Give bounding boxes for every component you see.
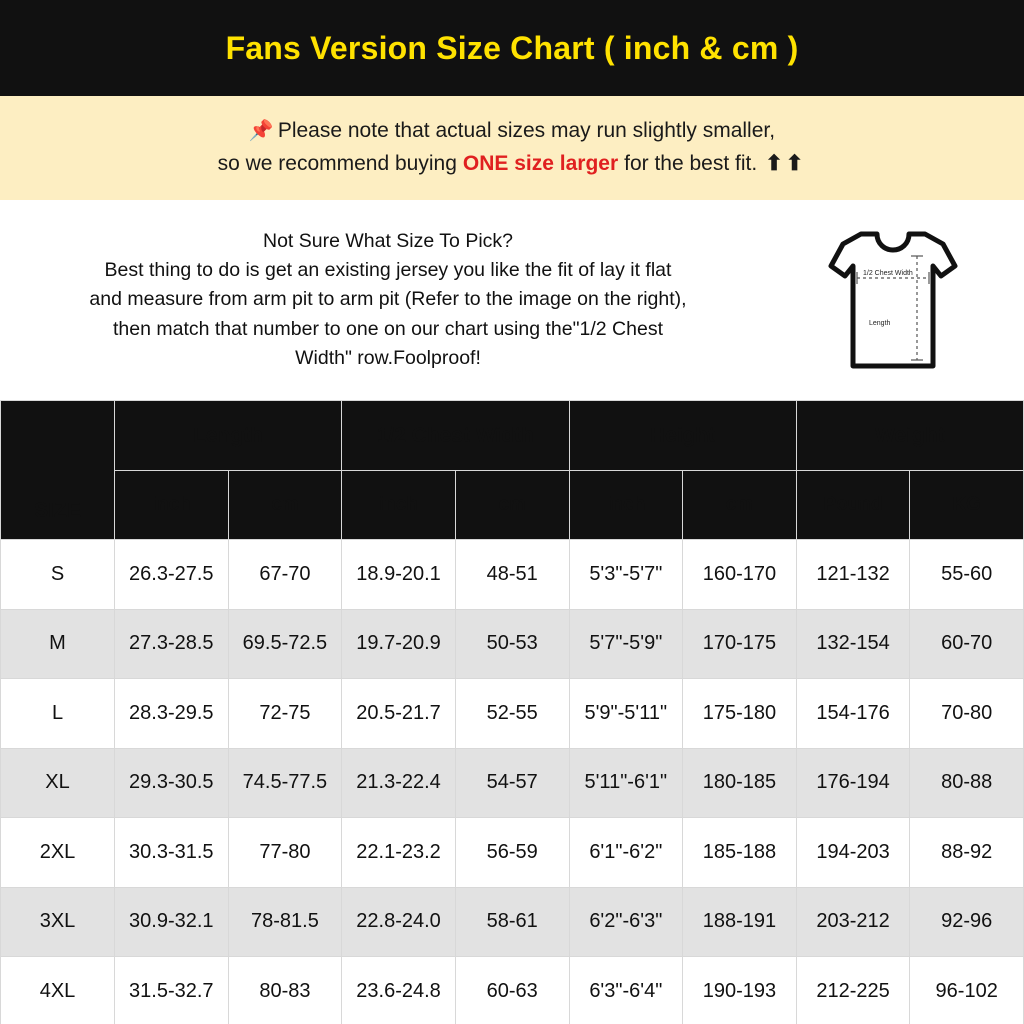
table-row [1,748,1024,818]
cell-chest-inch: 18.9-20.1 [342,540,456,610]
header-size: SIZE [1,401,115,540]
cell-chest-inch: 22.1-23.2 [342,818,456,888]
cell-length-inch: 27.3-28.5 [115,609,229,679]
cell-length-inch: 29.3-30.5 [115,748,229,818]
size-table [0,400,1024,1024]
cell-height-cm: 190-193 [683,957,797,1024]
cell-chest-inch: 21.3-22.4 [342,748,456,818]
header-group-weight: Weight [796,401,1023,471]
cell-height-cm: 185-188 [683,818,797,888]
cell-length-cm: 67-70 [228,540,342,610]
cell-length-inch: 30.9-32.1 [115,887,229,957]
cell-weight-kg: 60-70 [910,609,1024,679]
cell-length-inch: 28.3-29.5 [115,679,229,749]
cell-length-inch: 30.3-31.5 [115,818,229,888]
tshirt-icon [813,220,973,380]
info-line-1: Not Sure What Size To Pick? [263,229,513,252]
cell-height-inch: 5'11"-6'1" [569,748,683,818]
header-length-cm: cm [228,471,342,540]
cell-chest-inch: 23.6-24.8 [342,957,456,1024]
cell-weight-kg: 92-96 [910,887,1024,957]
info-text [8,227,778,373]
header-group-chest: 1/2 Chest Width [342,401,569,471]
info-line-5: Width" row.Foolproof! [295,346,481,369]
header-height-inch: inch [569,471,683,540]
cell-weight-kg: 88-92 [910,818,1024,888]
cell-size: 2XL [1,818,115,888]
cell-length-cm: 78-81.5 [228,887,342,957]
cell-height-inch: 6'2"-6'3" [569,887,683,957]
cell-chest-cm: 52-55 [455,679,569,749]
header-banner [0,0,1024,96]
cell-height-cm: 160-170 [683,540,797,610]
cell-size: L [1,679,115,749]
cell-chest-cm: 60-63 [455,957,569,1024]
note-text-1: Please note that actual sizes may run slightly smaller, [277,119,776,143]
header-group-height: Height [569,401,796,471]
cell-height-cm: 175-180 [683,679,797,749]
cell-weight-pound: 132-154 [796,609,910,679]
cell-size: 4XL [1,957,115,1024]
note-text-2-before: so we recommend buying [217,152,457,175]
header-chest-inch: inch [342,471,456,540]
info-line-2: Best thing to do is get an existing jersey you like the fit of lay it flat [104,259,672,282]
cell-weight-kg: 70-80 [910,679,1024,749]
info-line-3: and measure from arm pit to arm pit (Refer to the image on the right), [89,288,687,311]
table-body [1,540,1024,1024]
cell-weight-kg: 96-102 [910,957,1024,1024]
cell-length-cm: 77-80 [228,818,342,888]
pin-icon: 📌 [248,120,274,143]
cell-weight-pound: 154-176 [796,679,910,749]
cell-height-cm: 188-191 [683,887,797,957]
table-row [1,957,1024,1024]
cell-height-cm: 180-185 [683,748,797,818]
table-row [1,540,1024,610]
cell-height-inch: 5'7"-5'9" [569,609,683,679]
cell-length-inch: 31.5-32.7 [115,957,229,1024]
cell-weight-pound: 212-225 [796,957,910,1024]
table-header-units [1,471,1024,540]
cell-chest-inch: 20.5-21.7 [342,679,456,749]
cell-length-cm: 69.5-72.5 [228,609,342,679]
length-label: Length [869,320,891,327]
header-group-length: Length [115,401,342,471]
header-weight-pound: Pound [796,471,910,540]
header-length-inch: inch [115,471,229,540]
cell-height-cm: 170-175 [683,609,797,679]
cell-length-cm: 72-75 [228,679,342,749]
cell-weight-kg: 55-60 [910,540,1024,610]
cell-chest-cm: 50-53 [455,609,569,679]
note-line-2 [218,148,807,181]
cell-size: M [1,609,115,679]
header-weight-kg: KG [910,471,1024,540]
cell-length-cm: 80-83 [228,957,342,1024]
page-title: Fans Version Size Chart ( inch & cm ) [225,29,799,66]
cell-height-inch: 6'3"-6'4" [569,957,683,1024]
cell-weight-pound: 203-212 [796,887,910,957]
header-chest-cm: cm [455,471,569,540]
table-row [1,887,1024,957]
cell-chest-cm: 48-51 [455,540,569,610]
note-banner [0,96,1024,200]
cell-length-cm: 74.5-77.5 [228,748,342,818]
note-emphasis: ONE size larger [462,152,619,175]
cell-chest-inch: 19.7-20.9 [342,609,456,679]
up-arrow-icon: ⬆⬆ [765,152,807,175]
chest-width-label: 1/2 Chest Width [863,270,913,277]
info-line-4: then match that number to one on our chart using the"1/2 Chest [112,317,663,340]
cell-chest-cm: 56-59 [455,818,569,888]
note-text-2-after: for the best fit. [624,152,758,175]
table-row [1,609,1024,679]
cell-height-inch: 6'1"-6'2" [569,818,683,888]
cell-size: XL [1,748,115,818]
cell-height-inch: 5'3"-5'7" [569,540,683,610]
cell-chest-cm: 58-61 [455,887,569,957]
cell-weight-pound: 121-132 [796,540,910,610]
cell-height-inch: 5'9"-5'11" [569,679,683,749]
table-head [1,401,1024,540]
cell-chest-cm: 54-57 [455,748,569,818]
cell-weight-kg: 80-88 [910,748,1024,818]
cell-weight-pound: 176-194 [796,748,910,818]
table-row [1,679,1024,749]
cell-weight-pound: 194-203 [796,818,910,888]
cell-size: 3XL [1,887,115,957]
cell-length-inch: 26.3-27.5 [115,540,229,610]
header-height-cm: cm [683,471,797,540]
table-header-groups [1,401,1024,471]
cell-size: S [1,540,115,610]
info-block [0,200,1024,400]
tshirt-diagram [778,220,1008,380]
cell-chest-inch: 22.8-24.0 [342,887,456,957]
table-row [1,818,1024,888]
note-line-1 [249,115,775,148]
